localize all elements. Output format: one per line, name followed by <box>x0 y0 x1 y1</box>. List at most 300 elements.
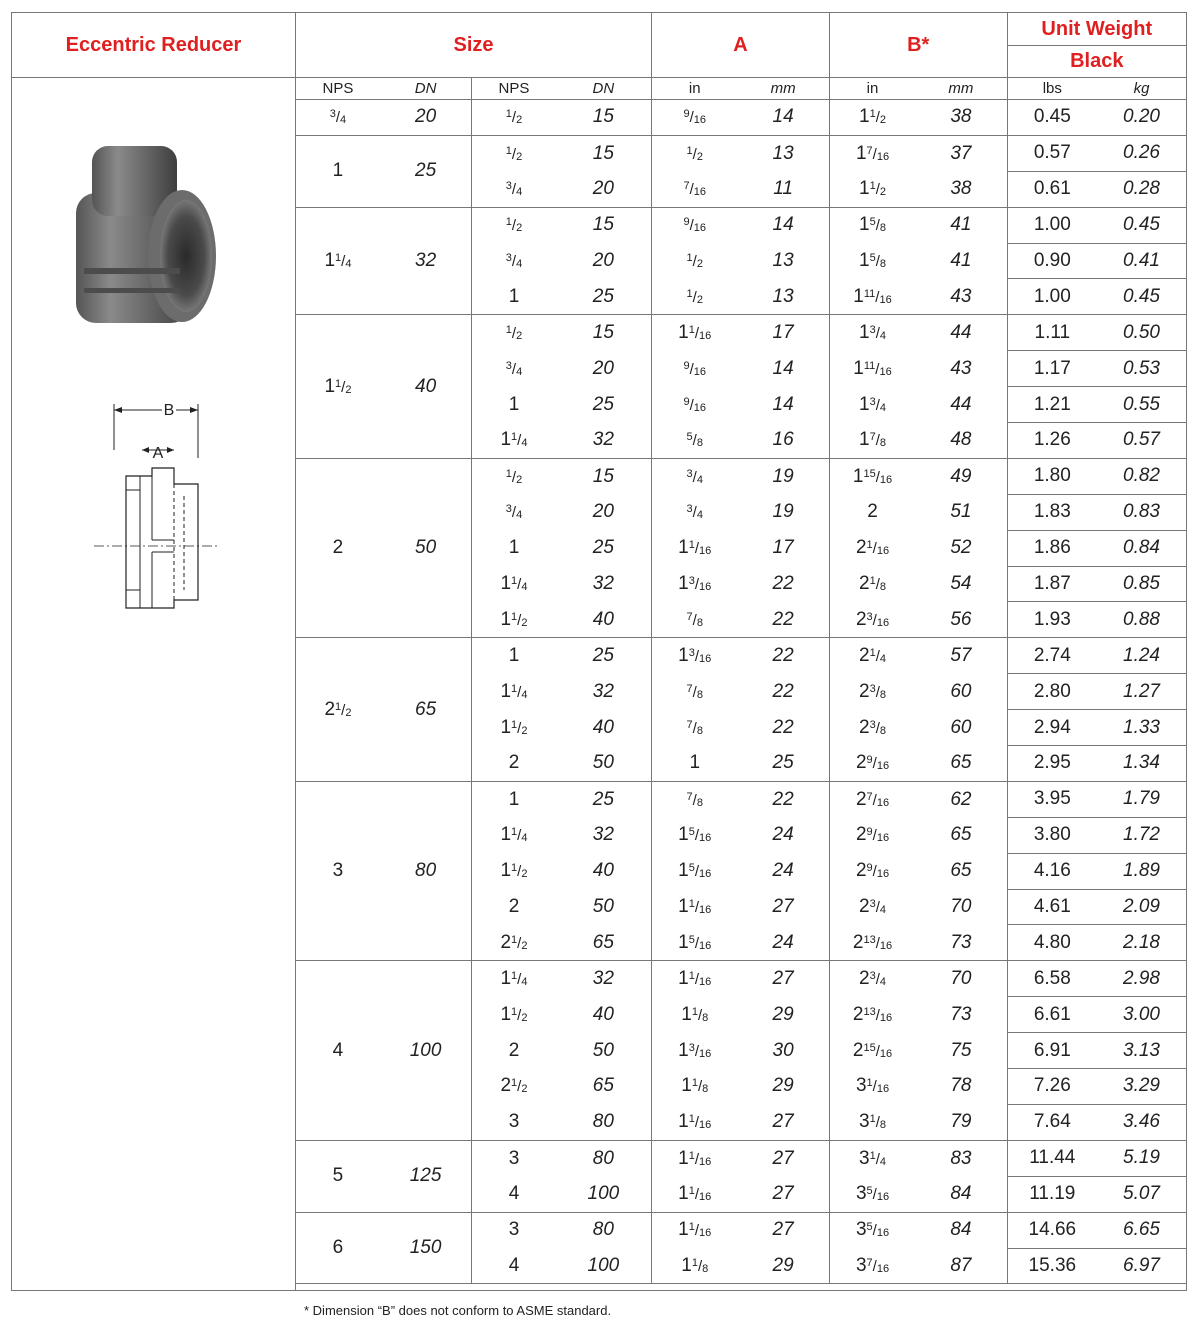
b-mm: 65 <box>915 746 1007 782</box>
a-in: $1^5/_{16}$ <box>652 925 738 961</box>
a-in: $1^1/_8$ <box>681 1075 709 1097</box>
branch-dn: 50 <box>556 746 652 782</box>
group-dn: 150 <box>380 1212 472 1284</box>
b-in: $2^9/_{16}$ <box>855 824 890 846</box>
a-mm: 29 <box>737 997 829 1033</box>
weight-kg: 0.41 <box>1097 243 1186 279</box>
b-in: $2^9/_{16}$ <box>829 746 915 782</box>
a-mm: 17 <box>737 315 829 351</box>
branch-dn: 32 <box>556 674 652 710</box>
branch-dn: 40 <box>556 997 652 1033</box>
a-mm: 22 <box>737 566 829 602</box>
branch-dn: 100 <box>556 1176 652 1212</box>
a-mm: 17 <box>737 530 829 566</box>
a-mm: 29 <box>737 1069 829 1105</box>
b-in: $2^3/_4$ <box>859 968 887 990</box>
b-mm: 52 <box>915 530 1007 566</box>
a-in: $1^3/_{16}$ <box>678 645 712 667</box>
branch-nps: $^1/_2$ <box>472 100 556 136</box>
branch-dn: 25 <box>556 387 652 423</box>
group-dn: 80 <box>380 781 472 960</box>
weight-lbs: 2.74 <box>1007 638 1097 674</box>
weight-kg: 5.19 <box>1097 1140 1186 1176</box>
b-mm: 78 <box>915 1069 1007 1105</box>
table-row <box>296 1140 1186 1176</box>
b-mm: 48 <box>915 423 1007 459</box>
in-subheader: in <box>652 78 738 100</box>
branch-nps: $2^1/_2$ <box>500 1075 528 1097</box>
b-in: $2^3/_{16}$ <box>829 602 915 638</box>
b-in: $1^3/_4$ <box>859 393 887 415</box>
a-in: $1^1/_{16}$ <box>678 322 712 344</box>
weight-kg: 0.57 <box>1097 423 1186 459</box>
group-nps: $2^1/_2$ <box>296 638 380 782</box>
group-dn: 100 <box>380 961 472 1140</box>
a-in: $1^5/_{16}$ <box>678 824 712 846</box>
a-in: $1^3/_{16}$ <box>678 573 712 595</box>
branch-nps: $^3/_4$ <box>505 359 523 378</box>
b-mm: 60 <box>915 674 1007 710</box>
weight-lbs: 1.93 <box>1007 602 1097 638</box>
b-in: $3^7/_{16}$ <box>829 1248 915 1284</box>
branch-nps: $1^1/_2$ <box>500 716 528 738</box>
group-nps: $^3/_4$ <box>296 100 380 136</box>
a-in: $^1/_2$ <box>652 279 738 315</box>
group-dn: 40 <box>380 315 472 459</box>
weight-kg: 1.79 <box>1097 781 1186 817</box>
branch-dn: 15 <box>556 315 652 351</box>
branch-dn: 20 <box>556 351 652 387</box>
branch-nps: $^1/_2$ <box>505 144 523 163</box>
table-row <box>296 207 1186 243</box>
weight-lbs: 1.86 <box>1007 530 1097 566</box>
reducer-photo <box>72 138 222 338</box>
mm-subheader: mm <box>915 78 1007 100</box>
b-header: B* <box>829 13 1007 78</box>
a-in: $1^1/_{16}$ <box>678 968 712 990</box>
b-in: $3^5/_{16}$ <box>829 1176 915 1212</box>
branch-dn: 80 <box>556 1104 652 1140</box>
b-mm: 43 <box>915 279 1007 315</box>
b-in: $1^{11}/_{16}$ <box>829 279 915 315</box>
group-nps: $1^1/_4$ <box>296 207 380 315</box>
branch-nps: 3 <box>472 1104 556 1140</box>
branch-nps: 1 <box>508 537 520 559</box>
branch-dn: 25 <box>556 781 652 817</box>
table-row <box>296 638 1186 674</box>
weight-lbs: 1.87 <box>1007 566 1097 602</box>
group-dn: 65 <box>380 638 472 782</box>
a-in: $^3/_4$ <box>686 467 703 486</box>
weight-kg: 0.82 <box>1097 458 1186 494</box>
a-in: $^5/_8$ <box>652 423 738 459</box>
branch-dn: 25 <box>556 279 652 315</box>
b-in: $1^{15}/_{16}$ <box>852 465 893 487</box>
weight-kg: 2.98 <box>1097 961 1186 997</box>
a-mm: 22 <box>737 710 829 746</box>
a-mm: 14 <box>737 207 829 243</box>
weight-kg: 6.97 <box>1097 1248 1186 1284</box>
unit-weight-header: Unit Weight <box>1007 13 1186 46</box>
weight-kg: 1.34 <box>1097 746 1186 782</box>
group-nps: 5 <box>296 1140 380 1212</box>
b-mm: 75 <box>915 1033 1007 1069</box>
b-in: $2^3/_8$ <box>859 680 887 702</box>
size-header: Size <box>296 13 652 78</box>
a-mm: 25 <box>737 746 829 782</box>
weight-kg: 6.65 <box>1097 1212 1186 1248</box>
a-in: $^9/_{16}$ <box>683 216 707 235</box>
branch-nps: 1 <box>472 279 556 315</box>
weight-lbs: 6.58 <box>1007 961 1097 997</box>
b-mm: 43 <box>915 351 1007 387</box>
group-dn: 50 <box>380 458 472 637</box>
weight-lbs: 6.61 <box>1007 997 1097 1033</box>
a-in: $^7/_{16}$ <box>652 171 738 207</box>
branch-nps: 2 <box>508 896 520 918</box>
branch-dn: 15 <box>556 458 652 494</box>
branch-dn: 65 <box>556 1069 652 1105</box>
weight-kg: 0.50 <box>1097 315 1186 351</box>
a-mm: 13 <box>737 135 829 171</box>
b-mm: 41 <box>915 207 1007 243</box>
a-mm: 29 <box>737 1248 829 1284</box>
b-in: $2^1/_{16}$ <box>855 537 890 559</box>
b-mm: 44 <box>915 315 1007 351</box>
a-in: $^7/_8$ <box>652 602 738 638</box>
b-in: $1^7/_8$ <box>829 423 915 459</box>
b-in: $3^1/_8$ <box>829 1104 915 1140</box>
in-subheader: in <box>829 78 915 100</box>
branch-dn: 80 <box>556 1212 652 1248</box>
b-mm: 44 <box>915 387 1007 423</box>
weight-lbs: 0.57 <box>1007 135 1097 171</box>
a-mm: 19 <box>737 458 829 494</box>
weight-kg: 0.88 <box>1097 602 1186 638</box>
weight-lbs: 1.17 <box>1007 351 1097 387</box>
a-in: $1^1/_8$ <box>681 1003 709 1025</box>
weight-kg: 0.26 <box>1097 135 1186 171</box>
a-in: $^7/_8$ <box>686 718 703 737</box>
b-in: $1^1/_2$ <box>829 100 915 136</box>
b-mm: 84 <box>915 1212 1007 1248</box>
a-mm: 22 <box>737 674 829 710</box>
group-nps: 3 <box>296 781 380 960</box>
branch-nps: $1^1/_4$ <box>472 423 556 459</box>
dimensions-table <box>296 13 1186 1336</box>
b-in: $3^1/_4$ <box>859 1147 887 1169</box>
weight-lbs: 15.36 <box>1007 1248 1097 1284</box>
branch-nps: 3 <box>508 1147 520 1169</box>
weight-lbs: 4.61 <box>1007 889 1097 925</box>
a-in: $1^1/_{16}$ <box>678 1219 712 1241</box>
a-in: $^1/_2$ <box>686 144 703 163</box>
branch-nps: $^3/_4$ <box>505 503 523 522</box>
a-mm: 16 <box>737 423 829 459</box>
branch-nps: $1^1/_4$ <box>500 680 528 702</box>
weight-lbs: 2.94 <box>1007 710 1097 746</box>
weight-kg: 0.28 <box>1097 171 1186 207</box>
nps-subheader: NPS <box>296 78 380 100</box>
dimension-diagram <box>92 398 222 613</box>
a-in: $^9/_{16}$ <box>683 395 707 414</box>
b-in: $3^1/_{16}$ <box>855 1075 890 1097</box>
branch-nps: $^1/_2$ <box>505 216 523 235</box>
branch-nps: 4 <box>472 1248 556 1284</box>
weight-lbs: 2.95 <box>1007 746 1097 782</box>
a-in: $^7/_8$ <box>686 682 703 701</box>
b-mm: 70 <box>915 961 1007 997</box>
branch-dn: 32 <box>556 423 652 459</box>
branch-nps: 1 <box>508 788 520 810</box>
a-mm: 27 <box>737 961 829 997</box>
b-in: $2^3/_8$ <box>859 716 887 738</box>
branch-dn: 50 <box>556 1033 652 1069</box>
dn-subheader: DN <box>556 78 652 100</box>
a-mm: 13 <box>737 243 829 279</box>
branch-nps: $1^1/_4$ <box>500 824 528 846</box>
a-header: A <box>652 13 830 78</box>
b-mm: 37 <box>915 135 1007 171</box>
b-in: $1^3/_4$ <box>859 322 887 344</box>
branch-nps: 2 <box>508 1039 520 1061</box>
weight-lbs: 7.26 <box>1007 1069 1097 1105</box>
branch-dn: 15 <box>556 207 652 243</box>
mm-subheader: mm <box>737 78 829 100</box>
b-in: $2^9/_{16}$ <box>855 860 890 882</box>
weight-lbs: 1.83 <box>1007 494 1097 530</box>
weight-lbs: 3.95 <box>1007 781 1097 817</box>
branch-dn: 40 <box>556 602 652 638</box>
table-row <box>296 135 1186 171</box>
b-in: $2^{13}/_{16}$ <box>829 925 915 961</box>
b-mm: 65 <box>915 817 1007 853</box>
a-in: $1^3/_{16}$ <box>678 1039 712 1061</box>
branch-nps: $1^1/_2$ <box>472 602 556 638</box>
b-mm: 49 <box>915 458 1007 494</box>
weight-lbs: 14.66 <box>1007 1212 1097 1248</box>
a-in: $^1/_2$ <box>686 252 703 270</box>
a-mm: 13 <box>737 279 829 315</box>
a-mm: 27 <box>737 1104 829 1140</box>
weight-kg: 0.85 <box>1097 566 1186 602</box>
group-nps: 4 <box>296 961 380 1140</box>
weight-kg: 0.83 <box>1097 494 1186 530</box>
kg-subheader: kg <box>1097 78 1186 100</box>
b-in: 2 <box>867 501 878 523</box>
branch-nps: 4 <box>472 1176 556 1212</box>
branch-dn: 65 <box>556 925 652 961</box>
a-in: $1^1/_{16}$ <box>678 537 712 559</box>
b-in: $2^{13}/_{16}$ <box>852 1003 893 1025</box>
table-row <box>296 458 1186 494</box>
branch-dn: 80 <box>556 1140 652 1176</box>
weight-kg: 2.09 <box>1097 889 1186 925</box>
b-mm: 57 <box>915 638 1007 674</box>
b-mm: 54 <box>915 566 1007 602</box>
nps-subheader: NPS <box>472 78 556 100</box>
branch-nps: $^3/_4$ <box>505 252 523 270</box>
diagram-label-a: A <box>152 445 164 462</box>
b-in: $1^{11}/_{16}$ <box>853 357 892 379</box>
branch-nps: $1^1/_2$ <box>500 860 528 882</box>
branch-nps: $^3/_4$ <box>472 171 556 207</box>
weight-lbs: 7.64 <box>1007 1104 1097 1140</box>
weight-kg: 0.55 <box>1097 387 1186 423</box>
table-row <box>296 100 1186 136</box>
weight-lbs: 11.44 <box>1007 1140 1097 1176</box>
b-mm: 65 <box>915 853 1007 889</box>
branch-nps: $^1/_2$ <box>505 467 523 486</box>
b-in: $2^{15}/_{16}$ <box>852 1039 893 1061</box>
a-mm: 22 <box>737 602 829 638</box>
weight-lbs: 6.91 <box>1007 1033 1097 1069</box>
branch-dn: 100 <box>556 1248 652 1284</box>
branch-dn: 15 <box>556 135 652 171</box>
branch-dn: 50 <box>556 889 652 925</box>
group-nps: 2 <box>296 458 380 637</box>
branch-dn: 20 <box>556 243 652 279</box>
a-in: $1^5/_{16}$ <box>678 860 712 882</box>
b-in: $1^1/_2$ <box>829 171 915 207</box>
weight-kg: 3.46 <box>1097 1104 1186 1140</box>
b-in: $1^7/_{16}$ <box>855 142 890 164</box>
product-column <box>12 13 296 1290</box>
weight-lbs: 4.80 <box>1007 925 1097 961</box>
b-mm: 87 <box>915 1248 1007 1284</box>
a-in: $1^1/_{16}$ <box>652 1176 738 1212</box>
weight-lbs: 0.61 <box>1007 171 1097 207</box>
a-mm: 11 <box>737 171 829 207</box>
a-mm: 27 <box>737 1140 829 1176</box>
b-mm: 79 <box>915 1104 1007 1140</box>
b-mm: 70 <box>915 889 1007 925</box>
group-nps: 1 <box>296 135 380 207</box>
branch-dn: 25 <box>556 530 652 566</box>
weight-kg: 0.20 <box>1097 100 1186 136</box>
weight-kg: 3.13 <box>1097 1033 1186 1069</box>
footnote: * Dimension “B” does not conform to ASME standard. <box>304 1302 612 1318</box>
branch-nps: $1^1/_2$ <box>500 1003 528 1025</box>
a-mm: 24 <box>737 817 829 853</box>
table-row <box>296 781 1186 817</box>
weight-lbs: 1.80 <box>1007 458 1097 494</box>
b-mm: 38 <box>915 100 1007 136</box>
diagram-label-b: B <box>163 402 175 419</box>
weight-lbs: 4.16 <box>1007 853 1097 889</box>
branch-dn: 15 <box>556 100 652 136</box>
branch-nps: $1^1/_4$ <box>500 968 528 990</box>
a-in: $^9/_{16}$ <box>652 100 738 136</box>
b-in: $2^1/_8$ <box>859 573 887 595</box>
a-mm: 22 <box>737 781 829 817</box>
branch-dn: 32 <box>556 566 652 602</box>
weight-kg: 2.18 <box>1097 925 1186 961</box>
weight-kg: 0.53 <box>1097 351 1186 387</box>
weight-lbs: 1.00 <box>1007 207 1097 243</box>
a-mm: 24 <box>737 853 829 889</box>
branch-nps: 1 <box>508 645 520 667</box>
branch-dn: 40 <box>556 853 652 889</box>
weight-kg: 1.89 <box>1097 853 1186 889</box>
weight-kg: 1.72 <box>1097 817 1186 853</box>
weight-kg: 1.24 <box>1097 638 1186 674</box>
b-mm: 73 <box>915 997 1007 1033</box>
a-in: $1^1/_{16}$ <box>678 1147 712 1169</box>
a-mm: 22 <box>737 638 829 674</box>
a-mm: 27 <box>737 889 829 925</box>
weight-lbs: 1.26 <box>1007 423 1097 459</box>
branch-nps: $2^1/_2$ <box>472 925 556 961</box>
branch-nps: $1^1/_4$ <box>500 573 528 595</box>
branch-dn: 25 <box>556 638 652 674</box>
branch-nps: 2 <box>472 746 556 782</box>
a-in: $1^1/_8$ <box>652 1248 738 1284</box>
branch-dn: 20 <box>556 494 652 530</box>
group-dn: 125 <box>380 1140 472 1212</box>
group-nps: 6 <box>296 1212 380 1284</box>
black-header: Black <box>1007 46 1186 78</box>
b-mm: 60 <box>915 710 1007 746</box>
weight-kg: 1.33 <box>1097 710 1186 746</box>
b-in: $1^5/_8$ <box>859 250 887 271</box>
a-in: $1^1/_{16}$ <box>678 896 712 918</box>
group-nps: $1^1/_2$ <box>296 315 380 459</box>
table-row <box>296 961 1186 997</box>
branch-dn: 32 <box>556 961 652 997</box>
weight-lbs: 1.21 <box>1007 387 1097 423</box>
b-mm: 38 <box>915 171 1007 207</box>
branch-dn: 40 <box>556 710 652 746</box>
table-row <box>296 315 1186 351</box>
group-dn: 32 <box>380 207 472 315</box>
weight-kg: 0.84 <box>1097 530 1186 566</box>
branch-dn: 32 <box>556 817 652 853</box>
a-mm: 14 <box>737 351 829 387</box>
a-mm: 30 <box>737 1033 829 1069</box>
a-in: $1^1/_{16}$ <box>652 1104 738 1140</box>
weight-kg: 1.27 <box>1097 674 1186 710</box>
branch-nps: 1 <box>508 393 520 415</box>
b-mm: 56 <box>915 602 1007 638</box>
a-in: 1 <box>652 746 738 782</box>
weight-lbs: 0.90 <box>1007 243 1097 279</box>
b-in: $2^7/_{16}$ <box>855 788 890 810</box>
b-in: $3^5/_{16}$ <box>855 1219 890 1241</box>
spec-sheet <box>11 12 1187 1318</box>
weight-kg: 5.07 <box>1097 1176 1186 1212</box>
weight-lbs: 2.80 <box>1007 674 1097 710</box>
weight-lbs: 3.80 <box>1007 817 1097 853</box>
dn-subheader: DN <box>380 78 472 100</box>
a-in: $^9/_{16}$ <box>683 359 707 378</box>
a-mm: 19 <box>737 494 829 530</box>
a-mm: 14 <box>737 387 829 423</box>
a-mm: 27 <box>737 1212 829 1248</box>
weight-kg: 0.45 <box>1097 207 1186 243</box>
b-mm: 62 <box>915 781 1007 817</box>
b-in: $1^5/_8$ <box>859 214 887 236</box>
table-row <box>296 1212 1186 1248</box>
b-mm: 41 <box>915 243 1007 279</box>
group-dn: 25 <box>380 135 472 207</box>
b-mm: 83 <box>915 1140 1007 1176</box>
a-in: $^7/_8$ <box>686 790 703 809</box>
weight-lbs: 0.45 <box>1007 100 1097 136</box>
b-in: $2^1/_4$ <box>859 645 887 667</box>
b-mm: 84 <box>915 1176 1007 1212</box>
weight-lbs: 11.19 <box>1007 1176 1097 1212</box>
